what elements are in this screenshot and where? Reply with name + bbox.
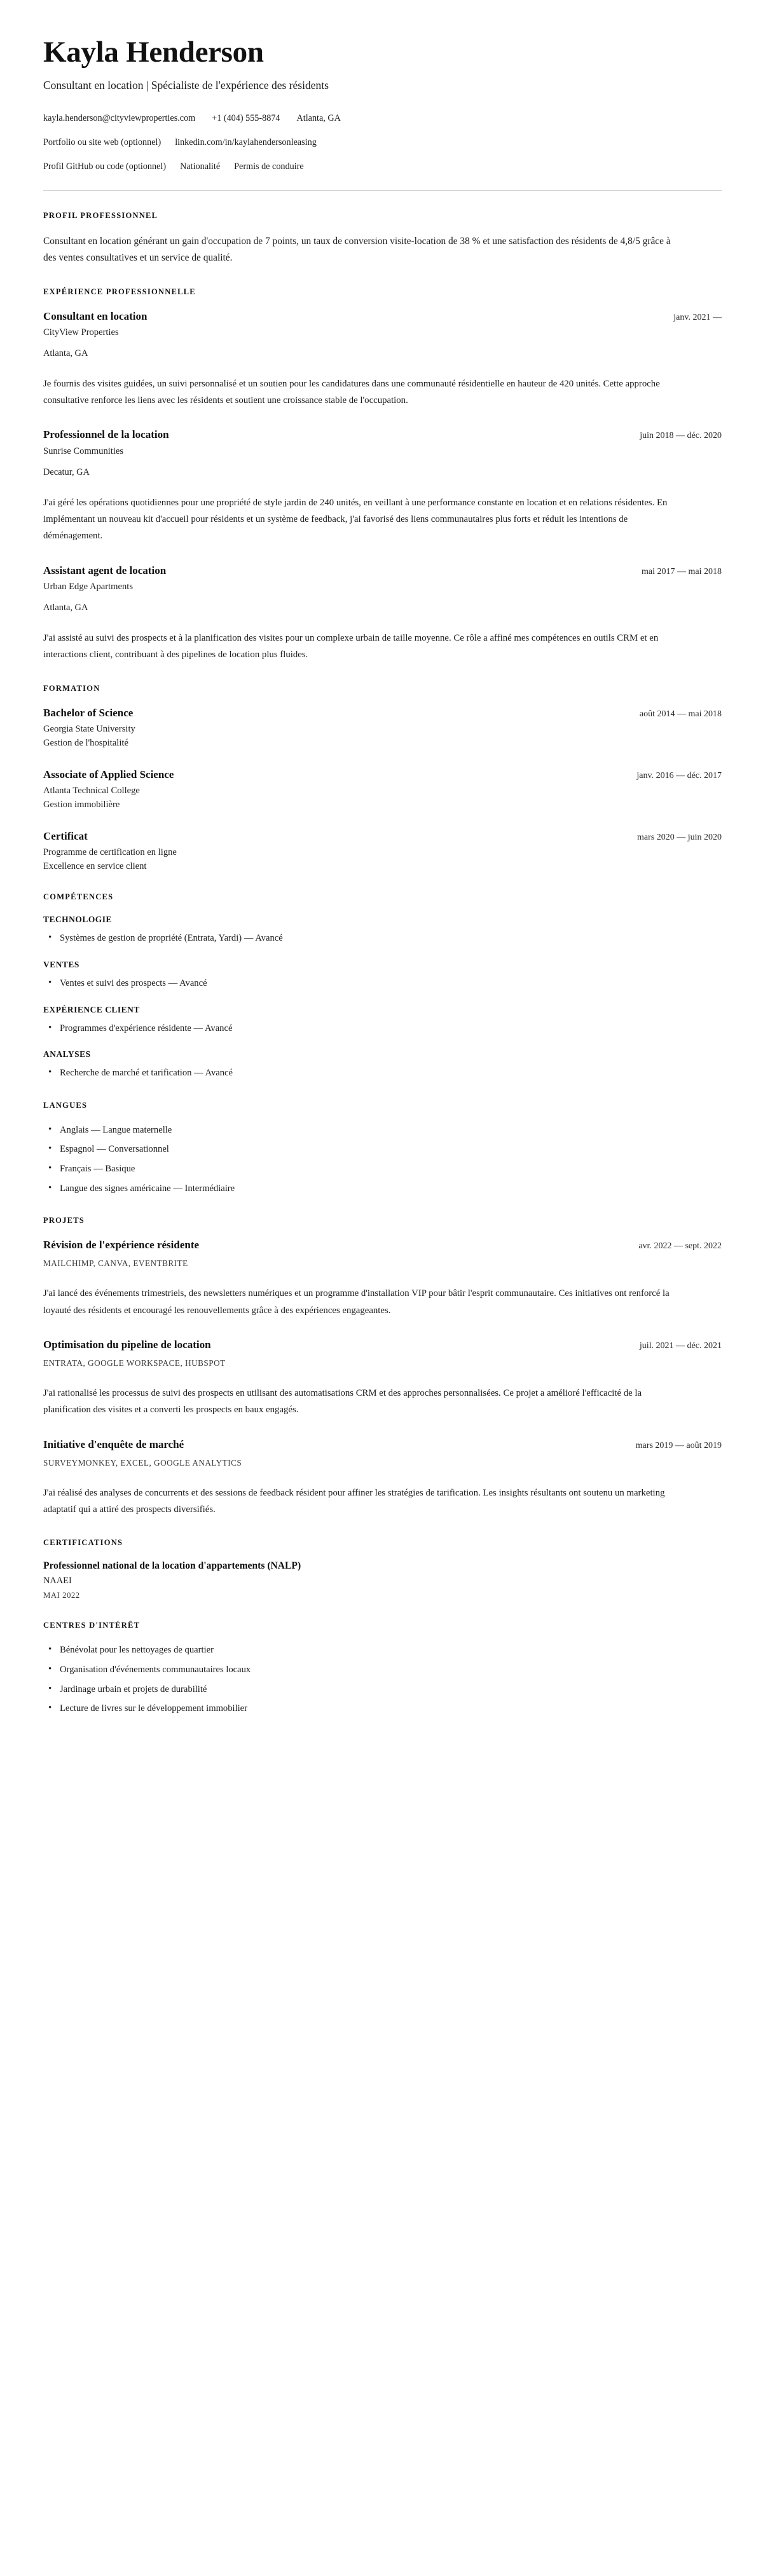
- project-date: mars 2019 — août 2019: [635, 1440, 722, 1450]
- experience-role: Professionnel de la location: [43, 428, 169, 441]
- experience-company: Sunrise Communities: [43, 446, 124, 456]
- education-school: Atlanta Technical College: [43, 785, 140, 796]
- skill-item: • Systèmes de gestion de propriété (Entrata, Yardi) — Avancé: [43, 931, 722, 946]
- experience-entry-head: [43, 564, 722, 578]
- education-school: Georgia State University: [43, 723, 135, 734]
- project-stack: SURVEYMONKEY, EXCEL, GOOGLE ANALYTICS: [43, 1457, 242, 1468]
- experience-location: Atlanta, GA: [43, 602, 88, 613]
- education-field: Gestion de l'hospitalité: [43, 737, 128, 748]
- education-date: mars 2020 — juin 2020: [637, 833, 722, 843]
- experience-date: mai 2017 — mai 2018: [642, 566, 722, 576]
- interest-item: • Organisation d'événements communautaires locaux: [43, 1663, 722, 1677]
- project-date: avr. 2022 — sept. 2022: [638, 1241, 722, 1251]
- section-title-education: FORMATION: [43, 683, 100, 693]
- section-title-experience: EXPÉRIENCE PROFESSIONNELLE: [43, 287, 196, 296]
- education-entry-head: [43, 768, 722, 782]
- header-divider: [43, 190, 722, 191]
- experience-description: J'ai assisté au suivi des prospects et à la planification des visites pour un complexe urbain de taille moyenne. Ce rôle a affiné mes compétences en outils CRM et en interactions client, contribuant à des pipelines de location plus fluides.: [43, 632, 659, 660]
- education-field: Excellence en service client: [43, 861, 147, 872]
- experience-date: juin 2018 — déc. 2020: [640, 431, 722, 441]
- education-entry-head: [43, 706, 722, 720]
- language-list: [43, 1123, 722, 1196]
- contact-line-primary: [43, 112, 722, 125]
- section-profile: [43, 211, 722, 267]
- project-entry-head: [43, 1438, 722, 1452]
- education-field: Gestion immobilière: [43, 800, 120, 810]
- skill-item: • Ventes et suivi des prospects — Avancé: [43, 976, 722, 991]
- interest-list: [43, 1643, 722, 1715]
- contact-line-extra: [43, 161, 722, 174]
- skill-item: • Programmes d'expérience résidente — Avancé: [43, 1021, 722, 1036]
- certification-issuer: NAAEI: [43, 1576, 72, 1586]
- certification-name: Professionnel national de la location d'appartements (NALP): [43, 1560, 301, 1572]
- skill-group: [43, 915, 722, 946]
- experience-entry-head: [43, 428, 722, 442]
- contact-phone[interactable]: +1 (404) 555-8874: [212, 112, 280, 123]
- interest-item: • Jardinage urbain et projets de durabilité: [43, 1682, 722, 1697]
- experience-entry-head: [43, 310, 722, 324]
- project-description: J'ai réalisé des analyses de concurrents et des sessions de feedback résident pour affiner les stratégies de tarification. Les insights résultants ont soutenu un marketing adaptatif qui a attiré des prospects diversifiés.: [43, 1487, 665, 1515]
- skill-item: • Recherche de marché et tarification — Avancé: [43, 1066, 722, 1080]
- experience-description: Je fournis des visites guidées, un suivi personnalisé et un soutien pour les candidatures dans une communauté résidentielle en hauteur de 420 unités. Cette approche consultative renforce les liens avec les résidents et soutient une croissance stable de l'occupation.: [43, 378, 660, 406]
- contact-location: Atlanta, GA: [296, 112, 341, 123]
- project-stack: MAILCHIMP, CANVA, EVENTBRITE: [43, 1258, 188, 1269]
- education-degree: Certificat: [43, 830, 88, 843]
- experience-role: Consultant en location: [43, 310, 148, 322]
- section-experience: [43, 287, 722, 664]
- project-entry-head: [43, 1238, 722, 1252]
- project-date: juil. 2021 — déc. 2021: [639, 1340, 722, 1351]
- section-projects: [43, 1216, 722, 1518]
- experience-date: janv. 2021 —: [673, 312, 722, 322]
- experience-location: Atlanta, GA: [43, 348, 88, 358]
- education-entry-head: [43, 829, 722, 843]
- skill-category: EXPÉRIENCE CLIENT: [43, 1004, 140, 1014]
- language-item: • Français — Basique: [43, 1162, 722, 1176]
- section-title-languages: LANGUES: [43, 1100, 88, 1110]
- skill-group: [43, 1049, 722, 1080]
- skill-list: [43, 1021, 722, 1036]
- section-languages: [43, 1101, 722, 1196]
- project-entry-head: [43, 1338, 722, 1352]
- education-degree: Bachelor of Science: [43, 706, 134, 719]
- section-certifications: [43, 1538, 722, 1600]
- contact-driving-licence: Permis de conduire: [234, 161, 304, 172]
- skill-list: [43, 976, 722, 991]
- resume-header: [43, 37, 722, 191]
- project-entry: [43, 1238, 722, 1319]
- skill-list: [43, 931, 722, 946]
- interest-item: • Lecture de livres sur le développement immobilier: [43, 1701, 722, 1716]
- candidate-name: Kayla Henderson: [43, 36, 264, 69]
- experience-location: Decatur, GA: [43, 467, 90, 477]
- project-description: J'ai rationalisé les processus de suivi des prospects en utilisant des automatisations CRM et des approches personnalisées. Ce projet a amélioré l'efficacité de la planification des visites et a converti les prospects en baux engagés.: [43, 1388, 642, 1415]
- project-name: Optimisation du pipeline de location: [43, 1338, 211, 1351]
- experience-role: Assistant agent de location: [43, 564, 167, 576]
- language-item: • Espagnol — Conversationnel: [43, 1142, 722, 1157]
- contact-line-web: [43, 137, 722, 149]
- section-interests: [43, 1621, 722, 1715]
- education-entry: [43, 706, 722, 749]
- project-entry: [43, 1438, 722, 1518]
- section-skills: [43, 892, 722, 1080]
- experience-entry: [43, 564, 722, 664]
- section-title-projects: PROJETS: [43, 1216, 85, 1225]
- certification-date: MAI 2022: [43, 1591, 80, 1600]
- skill-category: ANALYSES: [43, 1049, 91, 1060]
- project-stack: ENTRATA, GOOGLE WORKSPACE, HUBSPOT: [43, 1358, 226, 1368]
- project-entry: [43, 1338, 722, 1419]
- language-item: • Anglais — Langue maternelle: [43, 1123, 722, 1138]
- skill-category: VENTES: [43, 959, 79, 969]
- skill-group: [43, 1005, 722, 1036]
- interest-item: • Bénévolat pour les nettoyages de quartier: [43, 1643, 722, 1658]
- education-school: Programme de certification en ligne: [43, 847, 177, 858]
- section-title-interests: CENTRES D'INTÉRÊT: [43, 1621, 141, 1630]
- candidate-headline: Consultant en location | Spécialiste de l'expérience des résidents: [43, 79, 329, 92]
- project-description: J'ai lancé des événements trimestriels, des newsletters numériques et un programme d'installation VIP pour bâtir l'esprit communautaire. Ces initiatives ont renforcé la loyauté des résidents et encouragé les renouvellements grâce à des expériences engageantes.: [43, 1288, 670, 1316]
- experience-entry: [43, 310, 722, 409]
- section-title-skills: COMPÉTENCES: [43, 892, 114, 902]
- education-date: août 2014 — mai 2018: [639, 709, 722, 719]
- profile-summary: Consultant en location générant un gain d'occupation de 7 points, un taux de conversion visite-location de 38 % et une satisfaction des résidents de 4,8/5 grâce à des ventes consultatives et un service de qualité.: [43, 235, 671, 264]
- skill-list: [43, 1066, 722, 1080]
- education-entry: [43, 768, 722, 810]
- contact-linkedin[interactable]: linkedin.com/in/kaylahendersonleasing: [175, 137, 317, 147]
- project-name: Initiative d'enquête de marché: [43, 1438, 184, 1450]
- contact-nationality: Nationalité: [180, 161, 221, 172]
- contact-github[interactable]: Profil GitHub ou code (optionnel): [43, 161, 167, 172]
- section-title-profile: PROFIL PROFESSIONNEL: [43, 210, 158, 220]
- skill-category: TECHNOLOGIE: [43, 915, 112, 925]
- contact-email[interactable]: kayla.henderson@cityviewproperties.com: [43, 112, 196, 123]
- education-degree: Associate of Applied Science: [43, 768, 174, 780]
- certification-entry: [43, 1560, 722, 1600]
- skill-group: [43, 960, 722, 991]
- education-entry: [43, 829, 722, 872]
- contact-portfolio[interactable]: Portfolio ou site web (optionnel): [43, 137, 162, 147]
- section-title-certifications: CERTIFICATIONS: [43, 1538, 123, 1548]
- experience-entry: [43, 428, 722, 544]
- language-item: • Langue des signes américaine — Intermédiaire: [43, 1182, 722, 1196]
- education-date: janv. 2016 — déc. 2017: [636, 770, 722, 780]
- experience-company: Urban Edge Apartments: [43, 581, 134, 592]
- experience-description: J'ai géré les opérations quotidiennes pour une propriété de style jardin de 240 unités, en veillant à une performance constante en location et en relations résidentes. En implémentant un nouveau kit d'accueil pour résidents et un système de feedback, j'ai favorisé des liens communautaires plus forts et réduit les intentions de déménagement.: [43, 497, 668, 542]
- project-name: Révision de l'expérience résidente: [43, 1239, 200, 1251]
- section-education: [43, 684, 722, 873]
- experience-company: CityView Properties: [43, 327, 119, 337]
